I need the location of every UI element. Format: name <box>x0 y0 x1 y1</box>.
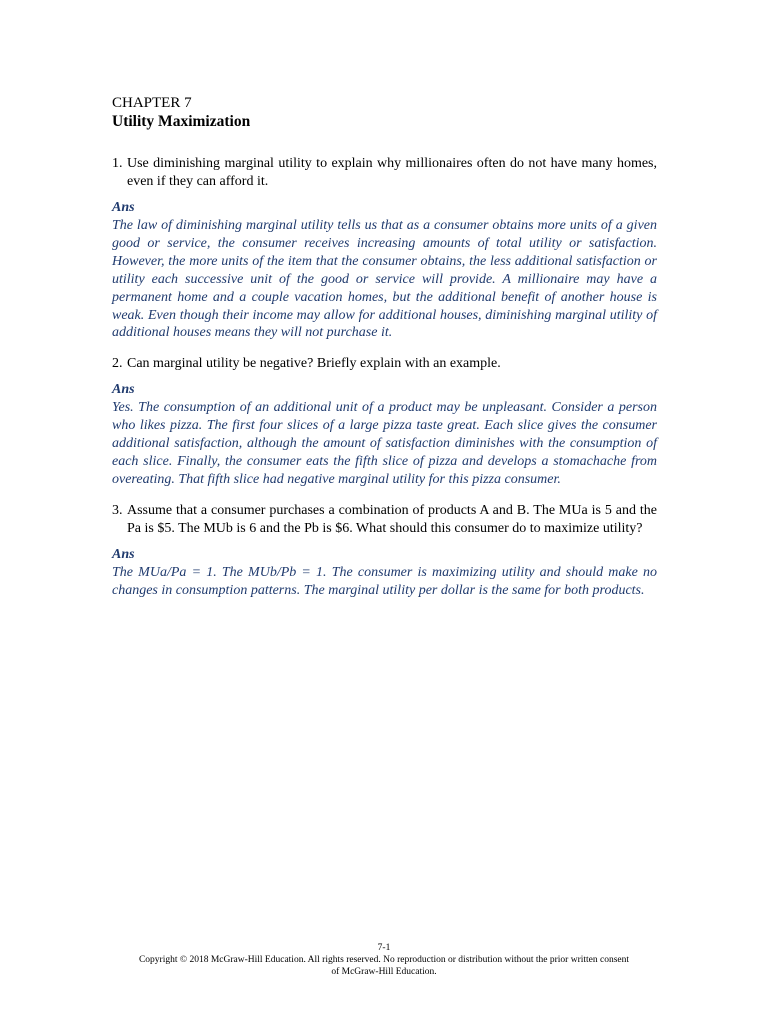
question-block-2 <box>112 355 657 489</box>
question-text: Assume that a consumer purchases a combination of products A and B. The MUa is 5 and the Pa is $5. The MUb is 6 and the Pb is $6. What should this consumer do to maximize utility? <box>127 502 657 536</box>
question-2 <box>112 355 657 373</box>
question-number: 2. <box>112 356 123 372</box>
answer-label: Ans <box>112 546 135 562</box>
answer-label: Ans <box>112 200 135 215</box>
chapter-label: CHAPTER 7 <box>112 95 192 111</box>
question-3 <box>112 502 657 538</box>
answer-text: Yes. The consumption of an additional unit of a product may be unpleasant. Consider a person who likes pizza. The first four slices of a large pizza taste great. Each slice gives the consumer additional satisfaction, although the amount of satisfaction diminishes with the consumption of each slice. Finally, the consumer eats the fifth slice of pizza and develops a stomachache from overeating. That fifth slice had negative marginal utility for this pizza consumer. <box>112 400 657 487</box>
copyright-notice: Copyright © 2018 McGraw-Hill Education. All rights reserved. No reproduction or distribution without the prior written consent of McGraw-Hill Education. <box>138 955 630 977</box>
answer-label: Ans <box>112 382 135 398</box>
question-number: 1. <box>112 156 123 171</box>
question-block-3 <box>112 502 657 600</box>
chapter-title: Utility Maximization <box>112 113 251 130</box>
question-text: Can marginal utility be negative? Briefly explain with an example. <box>127 356 501 372</box>
answer-text: The law of diminishing marginal utility tells us that as a consumer obtains more units of a given good or service, the consumer receives increasing amounts of total utility or satisfaction. However, the more units of the item that the consumer obtains, the less additional satisfaction or utility each successive unit of the good or service will provide. A millionaire may have a permanent home and a couple vacation homes, but the additional benefit of another house is weak. Even though their income may allow for additional houses, diminishing marginal utility of additional houses means they will not purchase it. <box>112 218 657 341</box>
question-block-1 <box>112 155 657 342</box>
question-text: Use diminishing marginal utility to explain why millionaires often do not have many homes, even if they can afford it. <box>127 156 657 189</box>
page-footer <box>0 942 768 978</box>
question-number: 3. <box>112 502 123 518</box>
answer-text: The MUa/Pa = 1. The MUb/Pb = 1. The consumer is maximizing utility and should make no changes in consumption patterns. The marginal utility per dollar is the same for both products. <box>112 564 657 598</box>
document-page <box>112 94 657 613</box>
page-number: 7-1 <box>377 943 391 953</box>
question-1 <box>112 155 657 191</box>
